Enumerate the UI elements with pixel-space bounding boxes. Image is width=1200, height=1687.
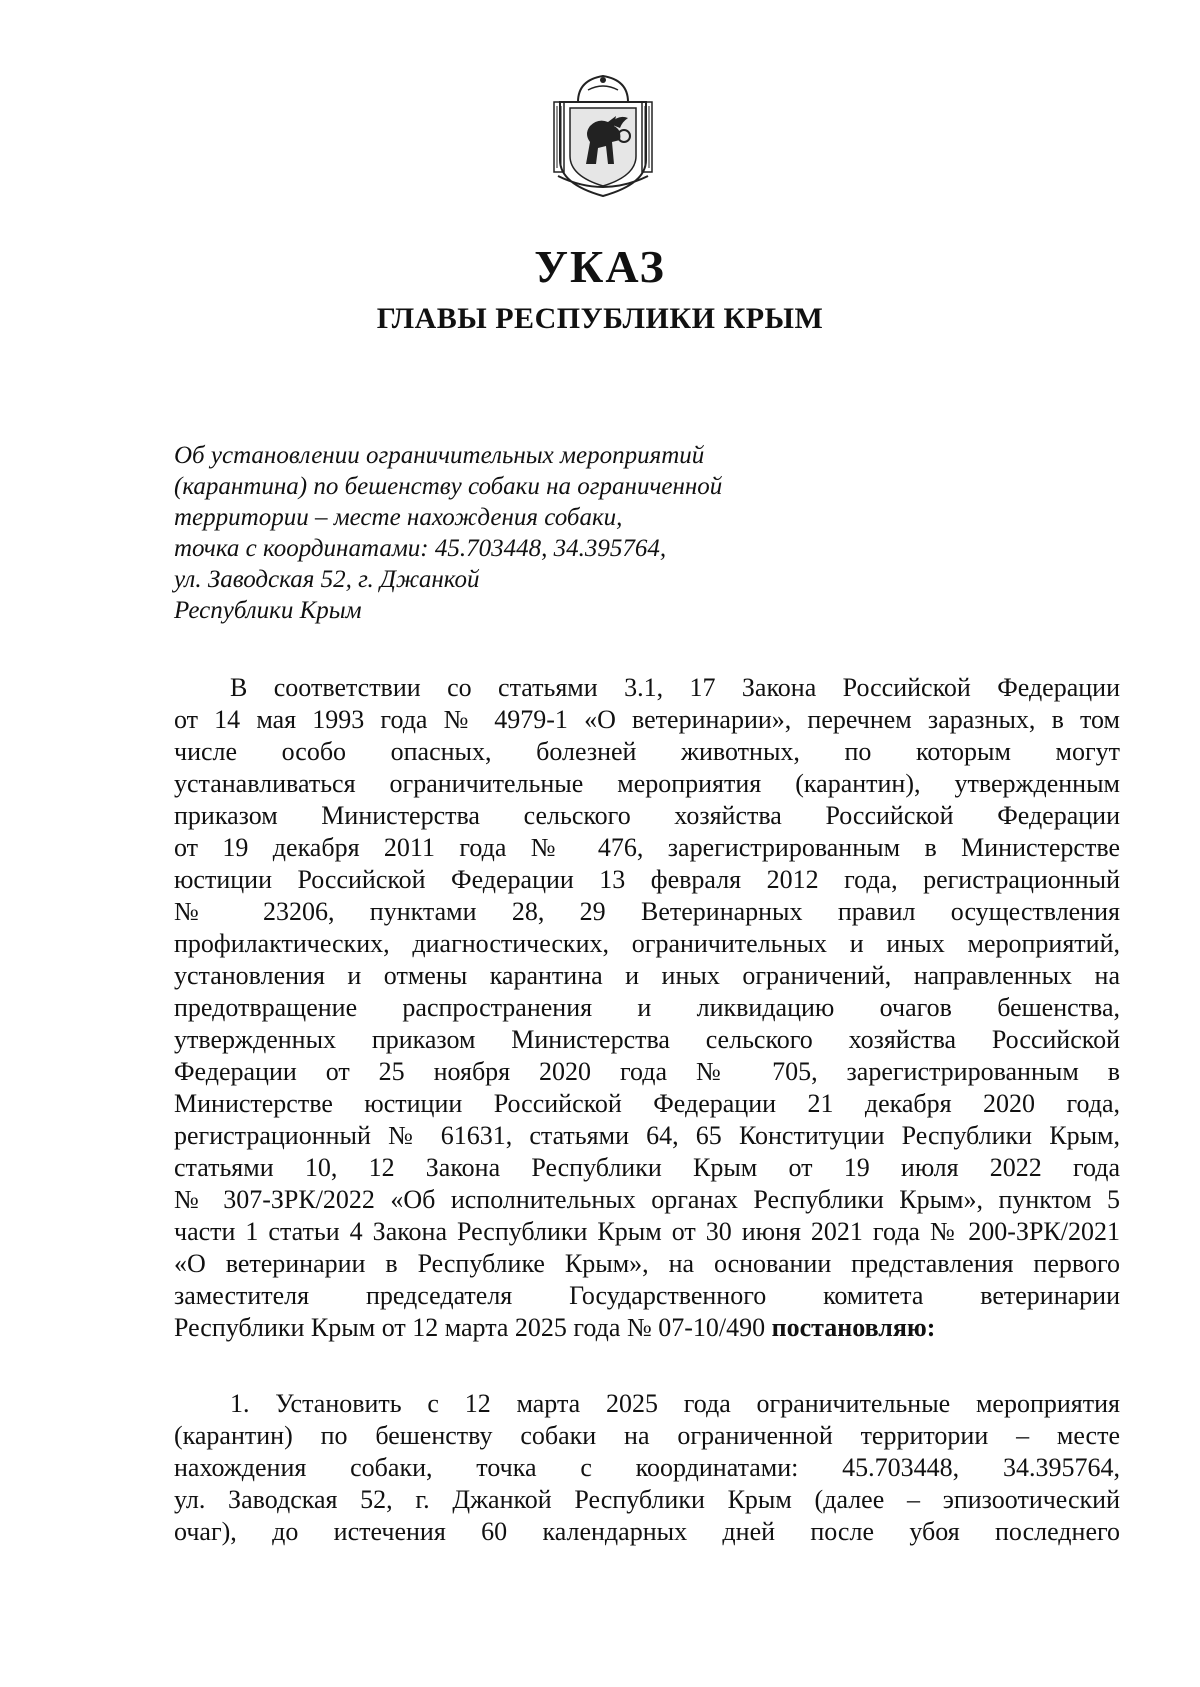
subject-line: Республики Крым	[174, 597, 362, 624]
preamble-last-line	[174, 1312, 1120, 1344]
preamble-line: заместителя председателя Государственного комитета ветеринарии	[174, 1281, 1120, 1310]
preamble-line: юстиции Российской Федерации 13 февраля 2012 года, регистрационный	[174, 865, 1120, 894]
preamble-line: Министерстве юстиции Российской Федерации 21 декабря 2020 года,	[174, 1089, 1120, 1118]
preamble-line: профилактических, диагностических, ограничительных и иных мероприятий,	[174, 929, 1120, 958]
decree-word: постановляю:	[771, 1313, 936, 1342]
document-title: УКАЗ	[534, 241, 666, 292]
subject-line: территории – месте нахождения собаки,	[174, 504, 623, 531]
crimea-coat-of-arms-icon	[548, 72, 658, 198]
preamble-line: числе особо опасных, болезней животных, по которым могут	[174, 737, 1120, 766]
preamble-line: № 23206, пунктами 28, 29 Ветеринарных правил осуществления	[174, 897, 1120, 926]
preamble-line: установления и отмены карантина и иных ограничений, направленных на	[174, 961, 1120, 990]
preamble-line: регистрационный № 61631, статьями 64, 65 Конституции Республики Крым,	[174, 1121, 1120, 1150]
preamble-line: В соответствии со статьями 3.1, 17 Закона Российской Федерации	[230, 673, 1120, 702]
preamble-line: от 19 декабря 2011 года № 476, зарегистрированным в Министерстве	[174, 833, 1120, 862]
item-1-paragraph	[174, 1388, 1120, 1548]
decree-subject	[174, 440, 874, 626]
preamble-line: устанавливаться ограничительные мероприятия (карантин), утвержденным	[174, 769, 1120, 798]
subject-line: ул. Заводская 52, г. Джанкой	[174, 566, 480, 593]
preamble-last-text: Республики Крым от 12 марта 2025 года № 07-10/490	[174, 1313, 772, 1342]
preamble-line: «О ветеринарии в Республике Крым», на основании представления первого	[174, 1249, 1120, 1278]
item-1-line: 1. Установить с 12 марта 2025 года ограничительные мероприятия	[230, 1389, 1120, 1418]
document-subtitle: ГЛАВЫ РЕСПУБЛИКИ КРЫМ	[376, 302, 824, 335]
preamble-line: предотвращение распространения и ликвидацию очагов бешенства,	[174, 993, 1120, 1022]
preamble-line: от 14 мая 1993 года № 4979-1 «О ветеринарии», перечнем заразных, в том	[174, 705, 1120, 734]
preamble-line: части 1 статьи 4 Закона Республики Крым от 30 июня 2021 года № 200-ЗРК/2021	[174, 1217, 1120, 1246]
subject-line: точка с координатами: 45.703448, 34.395764,	[174, 535, 667, 562]
preamble-line: статьями 10, 12 Закона Республики Крым от 19 июля 2022 года	[174, 1153, 1120, 1182]
item-1-line: (карантин) по бешенству собаки на ограниченной территории – месте	[174, 1421, 1120, 1450]
preamble-line: утвержденных приказом Министерства сельского хозяйства Российской	[174, 1025, 1120, 1054]
preamble-line: Федерации от 25 ноября 2020 года № 705, зарегистрированным в	[174, 1057, 1120, 1086]
preamble-paragraph	[174, 672, 1120, 1344]
subject-line: (карантина) по бешенству собаки на ограниченной	[174, 473, 723, 500]
item-1-line: нахождения собаки, точка с координатами: 45.703448, 34.395764,	[174, 1453, 1120, 1482]
preamble-line: № 307-ЗРК/2022 «Об исполнительных органах Республики Крым», пунктом 5	[174, 1185, 1120, 1214]
item-1-line: очаг), до истечения 60 календарных дней после убоя последнего	[174, 1517, 1120, 1546]
preamble-line: приказом Министерства сельского хозяйства Российской Федерации	[174, 801, 1120, 830]
subject-line: Об установлении ограничительных мероприятий	[174, 442, 705, 469]
item-1-line: ул. Заводская 52, г. Джанкой Республики Крым (далее – эпизоотический	[174, 1485, 1120, 1514]
